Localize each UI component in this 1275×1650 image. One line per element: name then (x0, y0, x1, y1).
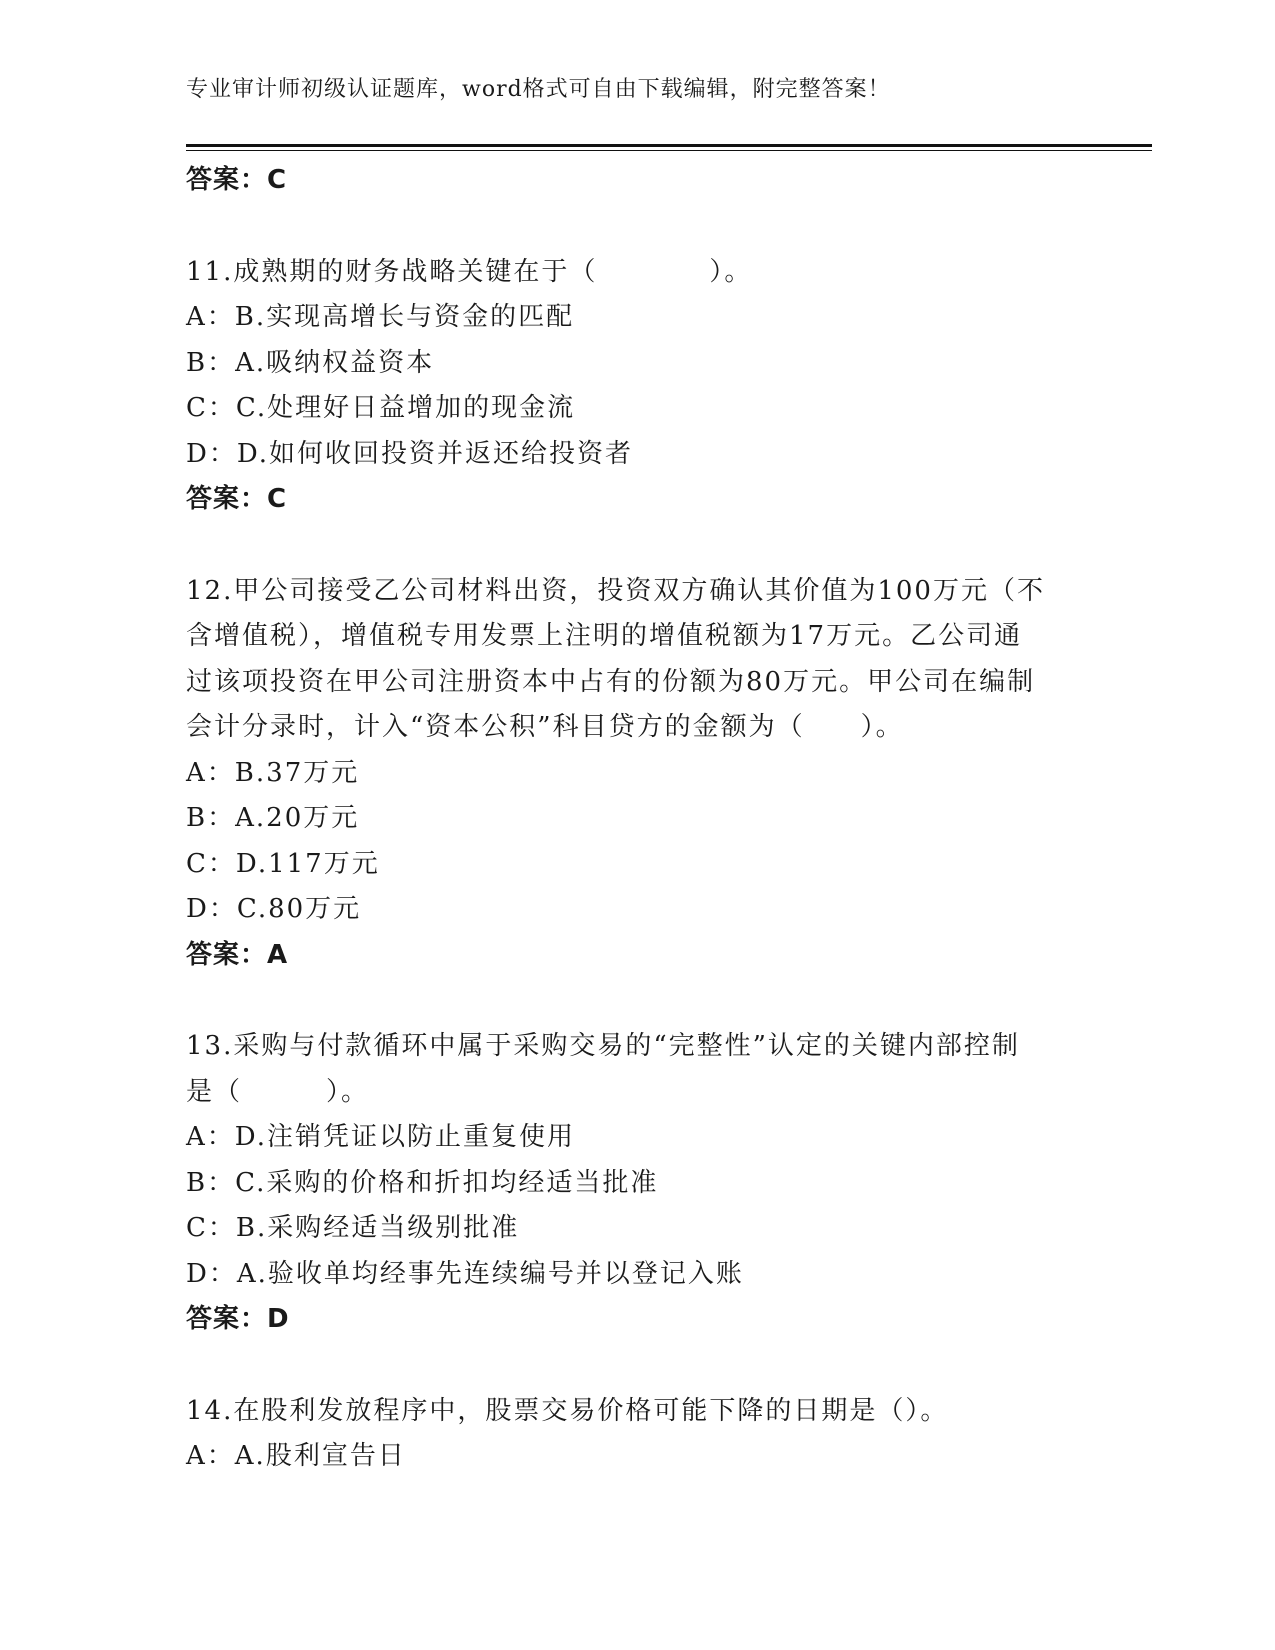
option-d: D：D.如何收回投资并返还给投资者 (186, 438, 634, 469)
question-stem: 含增值税），增值税专用发票上注明的增值税额为17万元。乙公司通 (186, 621, 1023, 651)
question-stem: 11.成熟期的财务战略关键在于（ ）。 (186, 256, 753, 287)
header-rule (186, 144, 1152, 147)
answer-line: 答案：A (186, 939, 289, 970)
option-b: B：C.采购的价格和折扣均经适当批准 (186, 1167, 659, 1198)
question-13 (186, 1024, 1086, 1343)
option-a: A：B.37万元 (186, 757, 360, 788)
question-11 (186, 250, 1086, 523)
option-b: B：A.吸纳权益资本 (186, 347, 435, 378)
question-14 (186, 1389, 1086, 1480)
answer-line: 答案：C (186, 165, 288, 195)
answer-line: 答案：D (186, 1304, 290, 1334)
option-a: A：A.股利宣告日 (186, 1441, 406, 1471)
question-stem: 过该项投资在甲公司注册资本中占有的份额为80万元。甲公司在编制 (186, 666, 1036, 697)
option-a: A：B.实现高增长与资金的匹配 (186, 302, 575, 332)
option-c: C：B.采购经适当级别批准 (186, 1213, 520, 1243)
question-stem: 13.采购与付款循环中属于采购交易的“完整性”认定的关键内部控制 (186, 1031, 1020, 1061)
question-stem: 14.在股利发放程序中，股票交易价格可能下降的日期是（）。 (186, 1395, 949, 1426)
question-list (186, 158, 1086, 1480)
option-b: B：A.20万元 (186, 803, 360, 833)
question-12 (186, 569, 1086, 979)
option-c: C：C.处理好日益增加的现金流 (186, 393, 576, 423)
option-c: C：D.117万元 (186, 848, 380, 879)
answer-line: 答案：C (186, 484, 288, 514)
question-stem: 是（ ）。 (186, 1076, 370, 1107)
question-stem: 12.甲公司接受乙公司材料出资，投资双方确认其价值为100万元（不 (186, 575, 1045, 606)
page-header: 专业审计师初级认证题库，word格式可自由下载编辑，附完整答案！ (186, 77, 891, 102)
question-stem: 会计分录时，计入“资本公积”科目贷方的金额为（ ）。 (186, 712, 904, 742)
option-a: A：D.注销凭证以防止重复使用 (186, 1122, 575, 1152)
option-d: D：A.验收单均经事先连续编号并以登记入账 (186, 1258, 744, 1289)
header-rule-thin (186, 150, 1152, 151)
option-d: D：C.80万元 (186, 894, 362, 924)
